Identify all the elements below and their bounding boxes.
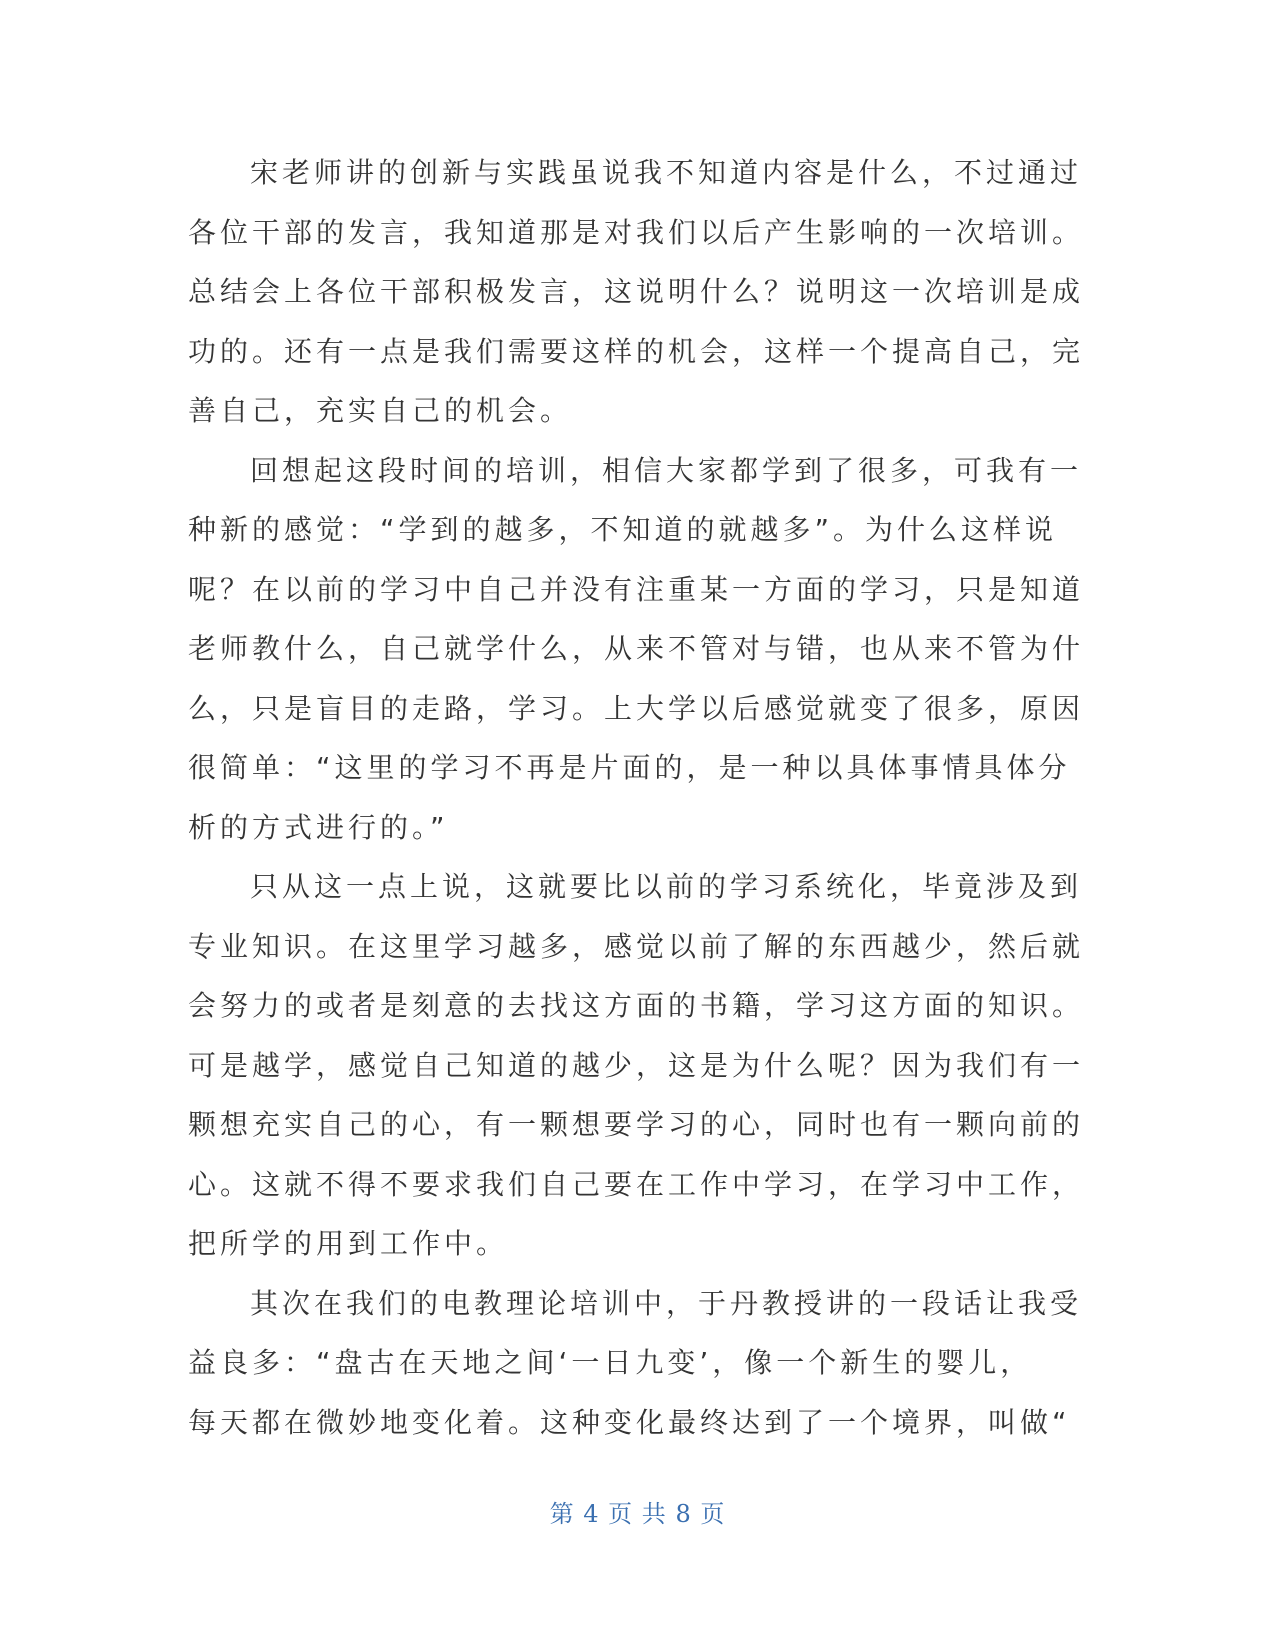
text-line: 么，只是盲目的走路，学习。上大学以后感觉就变了很多，原因 — [188, 691, 1085, 725]
text-line: 颗想充实自己的心，有一颗想要学习的心，同时也有一颗向前的 — [188, 1108, 1085, 1141]
page-footer — [0, 1494, 1275, 1529]
text-line: 很简单：“这里的学习不再是片面的，是一种以具体事情具体分 — [188, 751, 1071, 784]
footer-prefix: 第 — [549, 1500, 575, 1528]
text-line: 宋老师讲的创新与实践虽说我不知道内容是什么，不过通过 — [250, 156, 1083, 189]
text-line: 老师教什么，自己就学什么，从来不管对与错，也从来不管为什 — [188, 632, 1085, 665]
text-line: 善自己，充实自己的机会。 — [188, 394, 573, 427]
footer-total-pages: 8 — [675, 1500, 692, 1528]
text-line: 呢？在以前的学习中自己并没有注重某一方面的学习，只是知道 — [188, 572, 1085, 606]
text-line: 种新的感觉：“学到的越多，不知道的就越多”。为什么这样说 — [188, 513, 1058, 546]
text-line: 析的方式进行的。” — [188, 810, 449, 844]
text-line: 可是越学，感觉自己知道的越少，这是为什么呢？因为我们有一 — [188, 1048, 1085, 1082]
footer-suffix: 页 — [700, 1500, 726, 1528]
text-line: 专业知识。在这里学习越多，感觉以前了解的东西越少，然后就 — [188, 929, 1085, 963]
paragraph — [188, 857, 1085, 1274]
paragraph — [188, 143, 1085, 441]
text-line: 心。这就不得不要求我们自己要在工作中学习，在学习中工作， — [188, 1167, 1085, 1201]
footer-page-number: 4 — [583, 1500, 600, 1528]
paragraph — [188, 441, 1085, 858]
text-line: 回想起这段时间的培训，相信大家都学到了很多，可我有一 — [250, 453, 1083, 487]
document-body — [188, 143, 1085, 1452]
paragraph — [188, 1274, 1083, 1453]
text-line: 只从这一点上说，这就要比以前的学习系统化，毕竟涉及到 — [250, 870, 1083, 903]
text-line: 益良多：“盘古在天地之间‘一日九变’，像一个新生的婴儿， — [188, 1346, 1033, 1379]
text-line: 各位干部的发言，我知道那是对我们以后产生影响的一次培训。 — [188, 215, 1085, 249]
text-line: 把所学的用到工作中。 — [188, 1227, 509, 1260]
text-line: 每天都在微妙地变化着。这种变化最终达到了一个境界，叫做“ — [188, 1405, 1071, 1439]
footer-middle: 页 共 — [608, 1500, 667, 1528]
text-line: 总结会上各位干部积极发言，这说明什么？说明这一次培训是成 — [188, 275, 1085, 308]
text-line: 会努力的或者是刻意的去找这方面的书籍，学习这方面的知识。 — [188, 989, 1085, 1022]
text-line: 其次在我们的电教理论培训中，于丹教授讲的一段话让我受 — [250, 1286, 1083, 1320]
text-line: 功的。还有一点是我们需要这样的机会，这样一个提高自己，完 — [188, 334, 1085, 368]
